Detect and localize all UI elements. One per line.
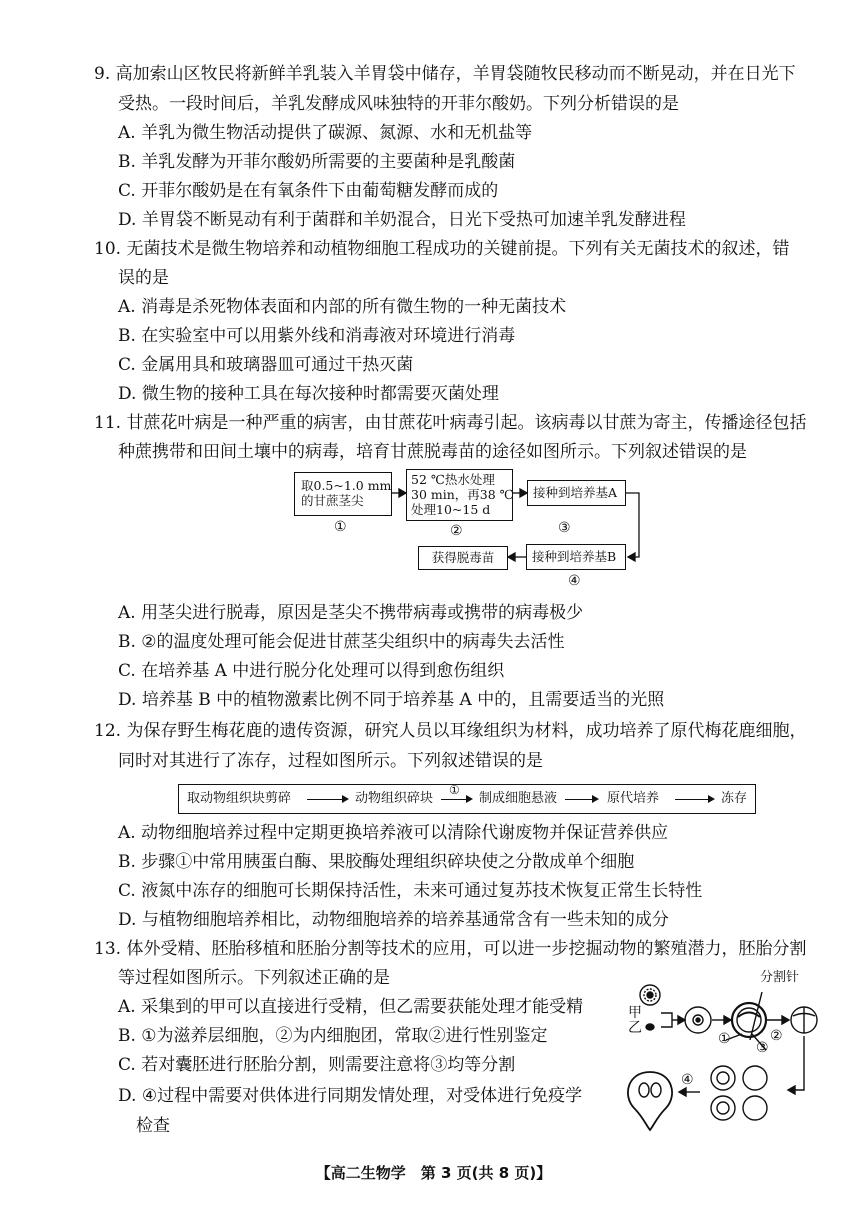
q10-option-c: C. 金属用具和玻璃器皿可通过干热灭菌 xyxy=(118,355,414,375)
q13-label-4: ④ xyxy=(681,1072,694,1088)
q11-stem-line2: 种蔗携带和田间土壤中的病毒，培育甘蔗脱毒苗的途径如图所示。下列叙述错误的是 xyxy=(118,442,747,462)
q12-step-mince-tissue: 取动物组织块剪碎 xyxy=(187,791,292,806)
q13-option-a: A. 采集到的甲可以直接进行受精，但乙需要获能处理才能受精 xyxy=(118,997,584,1017)
q11-stem-line1: 11. 甘蔗花叶病是一种严重的病害，由甘蔗花叶病毒引起。该病毒以甘蔗为寄主，传播途径包括 xyxy=(94,413,807,433)
q10-option-b: B. 在实验室中可以用紫外线和消毒液对环境进行消毒 xyxy=(118,326,516,346)
q11-box-virus-free-seedling: 获得脱毒苗 xyxy=(418,546,508,570)
q11-box-stem-tip: 取0.5~1.0 mm 的甘蔗茎尖 xyxy=(294,472,392,516)
q11-label-4: ④ xyxy=(568,573,581,589)
q13-stem-line1: 13. 体外受精、胚胎移植和胚胎分割等技术的应用，可以进一步挖掘动物的繁殖潜力，胚胎分割 xyxy=(94,939,807,959)
q12-option-a: A. 动物细胞培养过程中定期更换培养液可以清除代谢废物并保证营养供应 xyxy=(118,823,669,843)
q9-stem-line2: 受热。一段时间后，羊乳发酵成风味独特的开菲尔酸奶。下列分析错误的是 xyxy=(118,94,679,114)
q11-label-3: ③ xyxy=(558,520,571,536)
q9-option-c: C. 开菲尔酸奶是在有氧条件下由葡萄糖发酵而成的 xyxy=(118,181,499,201)
q11-box-medium-b: 接种到培养基B xyxy=(526,544,626,570)
q12-stem-line1: 12. 为保存野生梅花鹿的遗传资源，研究人员以耳缘组织为材料，成功培养了原代梅花鹿细胞， xyxy=(94,721,807,741)
q13-option-b: B. ①为滋养层细胞，②为内细胞团，常取②进行性别鉴定 xyxy=(118,1026,548,1046)
q12-option-c: C. 液氮中冻存的细胞可长期保持活性，未来可通过复苏技术恢复正常生长特性 xyxy=(118,881,703,901)
q12-option-d: D. 与植物细胞培养相比，动物细胞培养的培养基通常含有一些未知的成分 xyxy=(118,910,669,930)
q13-option-d-line1: D. ④过程中需要对供体进行同期发情处理，对受体进行免疫学 xyxy=(118,1086,583,1106)
q9-option-a: A. 羊乳为微生物活动提供了碳源、氮源、水和无机盐等 xyxy=(118,123,533,143)
q12-step-primary-culture: 原代培养 xyxy=(607,791,660,806)
q12-step-cryopreserve: 冻存 xyxy=(721,791,748,806)
q11-label-1: ① xyxy=(334,519,347,535)
q10-option-a: A. 消毒是杀死物体表面和内部的所有微生物的一种无菌技术 xyxy=(118,297,567,317)
page-footer: 【高二生物学 第 3 页(共 8 页)】 xyxy=(315,1164,552,1182)
q13-label-yi: 乙 xyxy=(628,1020,642,1036)
q11-label-2: ② xyxy=(450,523,463,539)
q11-box-medium-a: 接种到培养基A xyxy=(527,480,626,506)
q11-option-b: B. ②的温度处理可能会促进甘蔗茎尖组织中的病毒失去活性 xyxy=(118,632,565,652)
q13-label-needle: 分割针 xyxy=(760,970,800,985)
q13-label-2: ② xyxy=(770,1028,783,1044)
q10-stem-line2: 误的是 xyxy=(118,268,169,288)
q9-stem-line1: 9. 高加索山区牧民将新鲜羊乳装入羊胃袋中储存，羊胃袋随牧民移动而不断晃动，并在日光下 xyxy=(94,64,796,84)
q13-stem-line2: 等过程如图所示。下列叙述正确的是 xyxy=(118,968,390,988)
q12-step-cell-suspension: 制成细胞悬液 xyxy=(479,791,558,806)
q10-stem-line1: 10. 无菌技术是微生物培养和动植物细胞工程成功的关键前提。下列有关无菌技术的叙述，错 xyxy=(94,239,790,259)
q13-label-3: ③ xyxy=(756,1040,769,1056)
q12-step-tissue-pieces: 动物组织碎块 xyxy=(355,791,434,806)
q10-option-d: D. 微生物的接种工具在每次接种时都需要灭菌处理 xyxy=(118,384,499,404)
q9-option-b: B. 羊乳发酵为开菲尔酸奶所需要的主要菌种是乳酸菌 xyxy=(118,152,516,172)
q13-option-c: C. 若对囊胚进行胚胎分割，则需要注意将③均等分割 xyxy=(118,1055,516,1075)
q11-option-a: A. 用茎尖进行脱毒，原因是茎尖不携带病毒或携带的病毒极少 xyxy=(118,603,584,623)
q13-option-d-line2: 检查 xyxy=(136,1116,170,1136)
q13-label-1: ① xyxy=(718,1031,731,1047)
q12-step-label-1: ① xyxy=(449,783,460,797)
q13-label-jia: 甲 xyxy=(628,1005,642,1021)
q12-option-b: B. 步骤①中常用胰蛋白酶、果胶酶处理组织碎块使之分散成单个细胞 xyxy=(118,852,635,872)
q9-option-d: D. 羊胃袋不断晃动有利于菌群和羊奶混合，日光下受热可加速羊乳发酵进程 xyxy=(118,210,686,230)
q11-box-heat-treatment: 52 ℃热水处理 30 min，再38 ℃ 处理10~15 d xyxy=(406,469,513,521)
q12-stem-line2: 同时对其进行了冻存，过程如图所示。下列叙述错误的是 xyxy=(118,751,543,771)
q11-option-d: D. 培养基 B 中的植物激素比例不同于培养基 A 中的，且需要适当的光照 xyxy=(118,690,665,710)
q11-option-c: C. 在培养基 A 中进行脱分化处理可以得到愈伤组织 xyxy=(118,661,505,681)
